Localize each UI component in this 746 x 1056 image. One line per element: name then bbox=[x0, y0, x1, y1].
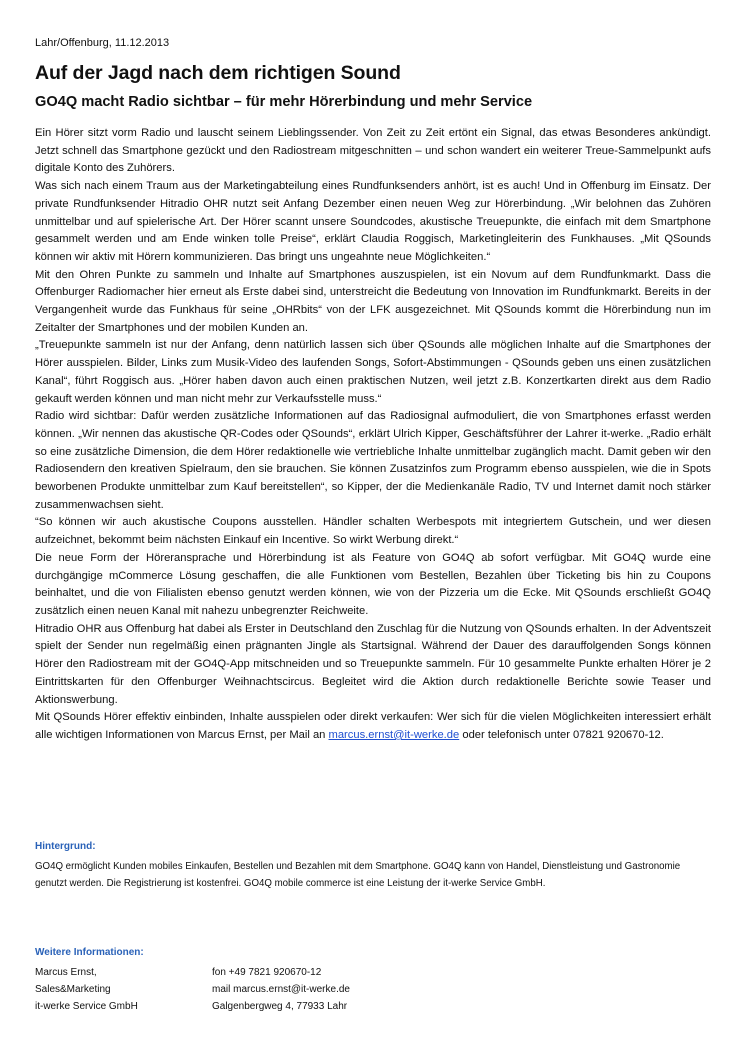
contact-mail: mail marcus.ernst@it-werke.de bbox=[212, 984, 350, 996]
paragraph: Mit den Ohren Punkte zu sammeln und Inhalte auf Smartphones auszuspielen, ist ein Novum auf dem Rundfunkmarkt. Dass die Offenburger Radiomacher hier erneut als Erste dabei sind, unterstreicht die Bedeutung von Innovation im Rundfunkmarkt. Bereits in der Vergangenheit wurde das Funkhaus für seine „OHRbits“ von der LFK ausgezeichnet. Mit QSounds kommt die Hörerbindung nun im Zeitalter der Smartphones und der mobilen Kunden an. bbox=[35, 268, 711, 334]
contact-text: Mit QSounds Hörer effektiv einbinden, Inhalte ausspielen oder direkt verkaufen: Wer sich für die vielen Möglichkeiten interessiert erhält alle wichtigen Informationen von Marcus Ernst, per Mail an bbox=[35, 711, 711, 741]
page-title: Auf der Jagd nach dem richtigen Sound bbox=[35, 62, 401, 84]
email-link[interactable]: marcus.ernst@it-werke.de bbox=[328, 728, 460, 741]
paragraph: Hitradio OHR aus Offenburg hat dabei als Erster in Deutschland den Zuschlag für die Nutzung von QSounds erhalten. In der Adventszeit spielt der Sender nun regelmäßig einen prägnanten Jingle als Startsignal. Während der Dauer des darauffolgenden Songs können Hörer den Radiostream mit der GO4Q-App mitschneiden und so Treuepunkte sammeln. Für 10 gesammelte Punkte erhalten Hörer je 2 Eintrittskarten für den Offenburger Weihnachtscircus. Begleitet wird die Aktion durch redaktionelle Berichte sowie Teaser und Aktionswerbung. bbox=[35, 622, 711, 706]
paragraph: “So können wir auch akustische Coupons ausstellen. Händler schalten Werbespots mit integriertem Gutschein, und wer diesen aufzeichnet, bekommt beim nächsten Einkauf ein Incentive. So wirkt Werbung direkt.“ bbox=[35, 516, 711, 547]
contact-text-end: oder telefonisch unter 07821 920670-12. bbox=[459, 728, 664, 741]
dateline: Lahr/Offenburg, 11.12.2013 bbox=[35, 37, 170, 49]
contact-row bbox=[35, 998, 350, 1015]
background-heading: Hintergrund: bbox=[35, 841, 96, 852]
contact-phone: fon +49 7821 920670-12 bbox=[212, 967, 322, 978]
paragraph: „Treuepunkte sammeln ist nur der Anfang, denn natürlich lassen sich über QSounds alle möglichen Inhalte auf die Smartphones der Hörer ausspielen. Bilder, Links zum Musik-Video des laufenden Songs, Sofort-Abstimmungen - QSounds geben uns einen zusätzlichen Kanal“, führt Roggisch aus. „Hörer haben davon auch einen praktischen Nutzen, weil jetzt z.B. Konzertkarten direkt aus dem Radio gekauft werden können und man nicht mehr zur Verkaufsstelle muss.“ bbox=[35, 339, 711, 405]
contact-company: it-werke Service GmbH bbox=[35, 1001, 138, 1013]
contact-row bbox=[35, 964, 350, 981]
background-text: GO4Q ermöglicht Kunden mobiles Einkaufen, Bestellen und Bezahlen mit dem Smartphone. GO4Q kann von Handel, Dienstleistung und Gastronomie genutzt werden. Die Registrierung ist kostenfrei. GO4Q mobile commerce ist eine Leistung der it-werke Service GmbH. bbox=[35, 861, 681, 889]
paragraph: Was sich nach einem Traum aus der Marketingabteilung eines Rundfunksenders anhört, ist es auch! Und in Offenburg im Einsatz. Der private Rundfunksender Hitradio OHR nutzt seit Anfang Dezember einen neuen Weg zur Hörerbindung. „Wir belohnen das Zuhören unmittelbar und auf spielerische Art. Der Hörer scannt unsere Soundcodes, akustische Treuepunkte, die einfach mit dem Smartphone gesammelt werden und am Ende winken tolle Preise“, erklärt Claudia Roggisch, Marketingleiterin des Funkhauses. „Mit QSounds können wir aktiv mit Hörern kommunizieren. Das bringt uns ungeahnte neue Möglichkeiten.“ bbox=[35, 180, 711, 263]
contact-row bbox=[35, 981, 350, 998]
page-subtitle: GO4Q macht Radio sichtbar – für mehr Hörerbindung und mehr Service bbox=[35, 94, 533, 110]
paragraph: Ein Hörer sitzt vorm Radio und lauscht seinem Lieblingssender. Von Zeit zu Zeit ertönt ein Signal, das etwas Besonderes ankündigt. Jetzt schnell das Smartphone gezückt und den Radiostream mitgeschnitten – und schon wandert ein weiterer Treue-Sammelpunkt aufs digitale Konto des Zuhörers. bbox=[35, 127, 711, 175]
article-body bbox=[35, 125, 711, 745]
contact-name: Marcus Ernst, bbox=[35, 967, 97, 978]
paragraph: Die neue Form der Höreransprache und Hörerbindung ist als Feature von GO4Q ab sofort verfügbar. Mit GO4Q wurde eine durchgängige mCommerce Lösung geschaffen, die alle Funktionen vom Bestellen, Bezahlen über Ticketing bis hin zu Coupons beinhaltet, und die von Filialisten ebenso genutzt werden können, wie von der Pizzeria um die Ecke. Mit QSounds erschließt GO4Q zusätzlich einen neuen Kanal mit nahezu unbegrenzter Reichweite. bbox=[35, 551, 711, 617]
paragraph: Radio wird sichtbar: Dafür werden zusätzliche Informationen auf das Radiosignal aufmoduliert, die von Smartphones erfasst werden können. „Wir nennen das akustische QR-Codes oder QSounds“, erklärt Ulrich Kipper, Geschäftsführer der Lahrer it-werke. „Radio erhält so eine zusätzliche Dimension, die dem Hörer redaktionelle wie vertriebliche Inhalte unmittelbar zugänglich macht. Damit geben wir den Radiosendern den kreativen Spielraum, den sie brauchen. Sie können Zusatzinfos zum Programm ebenso ausspielen, wie die in Spots beworbenen Produkte unmittelbar zum Kauf bereitstellen“, so Kipper, der die Medienkanäle Radio, TV und Internet damit noch stärker zusammenwachsen sieht. bbox=[35, 410, 711, 511]
contact-address: Galgenbergweg 4, 77933 Lahr bbox=[212, 1001, 348, 1013]
more-info-heading: Weitere Informationen: bbox=[35, 947, 144, 958]
contact-block bbox=[35, 964, 350, 1016]
paragraph-contact bbox=[35, 709, 711, 744]
contact-department: Sales&Marketing bbox=[35, 984, 111, 996]
